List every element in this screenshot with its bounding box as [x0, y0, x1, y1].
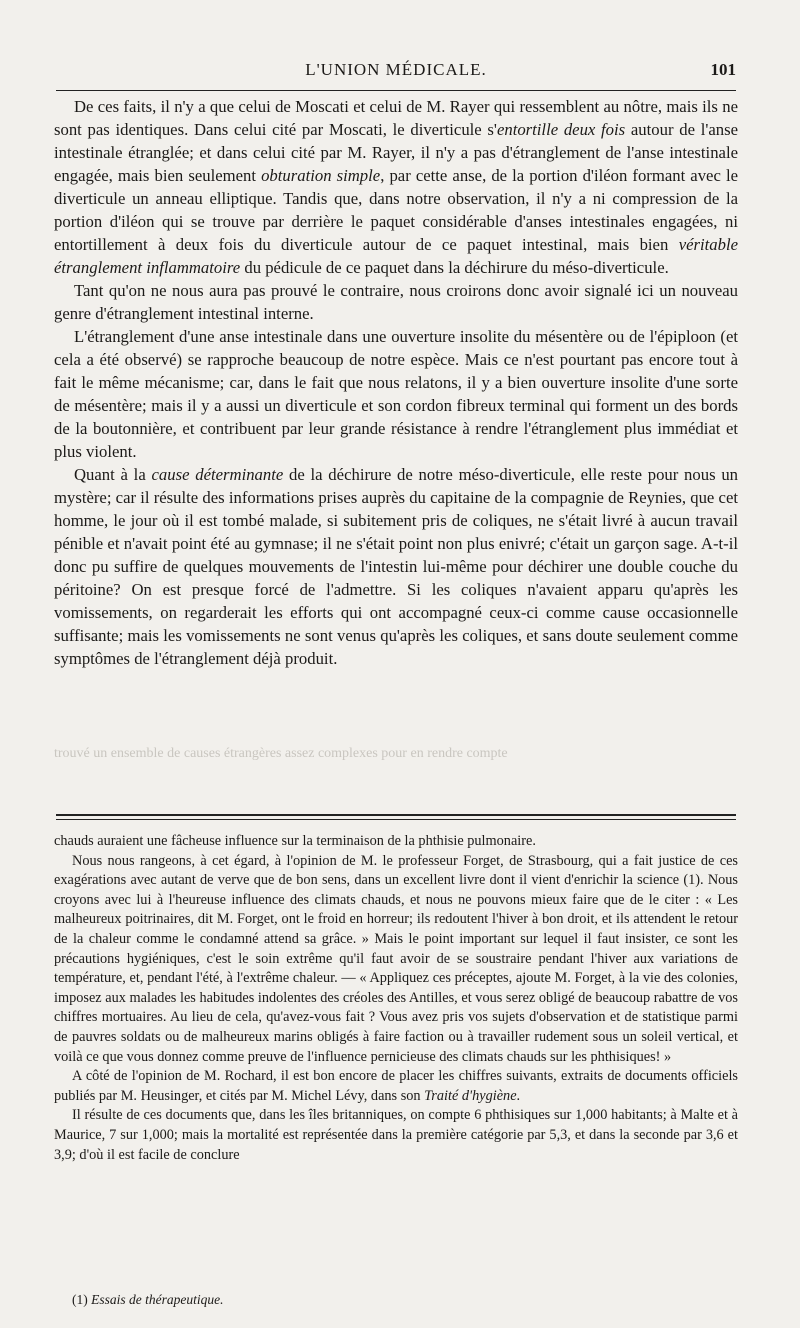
text-run: de la déchirure de notre méso-diverticule, elle reste pour nous un mystère; car il résulte des informations prises auprès du capitaine de la compagnie de Reynies, que cet homme, le jour où il est tombé malade, si subitement pris de coliques, ne s'était livré à aucun travail pénible et n'avait point été au gymnase; il ne s'était point non plus enivré; c'était un garçon sage. A-t-il donc pu suffire de quelques mouvements de l'intestin lui-même pour déchirer une double couche du péritoine? On est presque forcé de l'admettre. Si les coliques n'avaient apparu qu'après les vomissements, on regarderait les efforts qui ont accompagné ceux-ci comme cause occasionnelle suffisante; mais les vomissements ne sont venus qu'après les coliques, et sans doute seulement comme symptômes de l'étranglement déjà produit.: [54, 465, 739, 668]
text-run: du pédicule de ce paquet dans la déchirure du méso-diverticule.: [240, 258, 669, 277]
feuilleton-body: [54, 832, 738, 1165]
paragraph: [54, 95, 738, 279]
text-run: .: [516, 1087, 521, 1104]
page-number: 101: [710, 60, 736, 79]
footnote: [72, 1292, 223, 1308]
paragraph: chauds auraient une fâcheuse influence sur la terminaison de la phthisie pulmonaire.: [54, 833, 536, 849]
article-body: [54, 95, 738, 670]
text-run: autour de l'anse intestinale étranglée; et dans celui cité par M. Rayer, il n'y a pas d'étranglement de l'anse intestinale engagée, mais bien seulement: [54, 120, 738, 185]
italic-run: Traité d'hygiène: [424, 1087, 517, 1104]
footnote-text: Essais de thérapeutique.: [91, 1292, 224, 1307]
separator-thick-rule: [56, 814, 736, 816]
running-title: L'UNION MÉDICALE.: [305, 60, 487, 79]
paragraph: Nous nous rangeons, à cet égard, à l'opinion de M. le professeur Forget, de Strasbourg, qui a fait justice de ces exagérations avec autant de verve que de bon sens, dans un excellent livre dont il vient d'enrichir la science (1). Nous croyons avec lui à l'heureuse influence des climats chauds, et nous ne pouvons mieux faire que de le citer : « Les malheureux poitrinaires, dit M. Forget, ont le froid en horreur; ils redoutent l'hiver à bon droit, et ils attendent le retour de la chaleur comme le condamné attend sa grâce. » Mais le point important sur lequel il faut insister, ce sont les précautions hygiéniques, c'est le soin extrême qu'il faut avoir de se soustraire pendant l'hiver aux variations de température, et, pendant l'été, à l'extrême chaleur. — « Appliquez ces préceptes, ajoute M. Forget, à la vie des colonies, imposez aux malades les habitudes indolentes des créoles des Antilles, et vous serez obligé de beaucoup rabattre de vos chiffres mortuaires. Au lieu de cela, qu'avez-vous fait ? Vous avez pris vos sujets d'observation et de statistique parmi de pauvres soldats ou de malheureux marins obligés à faire faction ou à travailler rudement sous un soleil vertical, et voilà ce que vous donnez comme preuve de l'influence pernicieuse des climats chauds sur les phthisiques! »: [54, 852, 738, 1065]
page-header: [56, 60, 736, 86]
italic-run: obturation simple: [261, 166, 381, 185]
footnote-mark: (1): [72, 1292, 88, 1307]
paragraph: [54, 463, 738, 670]
separator-thin-rule: [56, 819, 736, 820]
italic-run: entortille deux fois: [496, 120, 626, 139]
bleed-through-text: trouvé un ensemble de causes étrangères assez complexes pour en rendre compte: [54, 746, 508, 761]
italic-run: véritable étranglement inflammatoire: [54, 235, 738, 277]
paragraph: Tant qu'on ne nous aura pas prouvé le contraire, nous croirons donc avoir signalé ici un nouveau genre d'étranglement intestinal interne.: [54, 281, 738, 323]
feuilleton-separator: [56, 814, 736, 824]
text-run: Quant à la: [74, 465, 152, 484]
italic-run: cause déterminante: [151, 465, 284, 484]
text-run: A côté de l'opinion de M. Rochard, il est bon encore de placer les chiffres suivants, extraits de documents officiels publiés par M. Heusinger, et cités par M. Michel Lévy, dans son: [54, 1068, 738, 1104]
text-run: De ces faits, il n'y a que celui de Moscati et celui de M. Rayer qui ressemblent au nôtre, mais ils ne sont pas identiques. Dans celui cité par Moscati, le diverticule s': [54, 97, 738, 139]
paragraph: Il résulte de ces documents que, dans les îles britanniques, on compte 6 phthisiques sur 1,000 habitants; à Malte et à Maurice, 7 sur 1,000; mais la mortalité est représentée dans la première catégorie par 5,3, et dans la seconde par 3,6 et 3,9; d'où il est facile de conclure: [54, 1107, 738, 1163]
paragraph: [54, 1067, 738, 1106]
paragraph: L'étranglement d'une anse intestinale dans une ouverture insolite du mésentère ou de l'épiploon (et cela a été observé) se rapproche beaucoup de notre espèce. Mais ce n'est pourtant pas encore tout à fait le même mécanisme; car, dans le fait que nous relatons, il y a bien ouverture insolite d'une sorte de mésentère; mais il y a aussi un diverticule et son cordon fibreux terminal qui forment un des bords de la boutonnière, et contribuent par leur grande résistance à rendre l'étranglement plus immédiat et plus violent.: [54, 327, 738, 461]
text-run: , par cette anse, de la portion d'iléon formant avec le diverticule un anneau elliptique. Tandis que, dans notre observation, il n'y a ni compression de la portion d'iléon qui se trouve par derrière le paquet considérable d'anses intestinales engagées, ni entortillement à deux fois du diverticule autour de ce paquet intestinal, mais bien: [54, 166, 738, 254]
header-rule: [56, 90, 736, 91]
